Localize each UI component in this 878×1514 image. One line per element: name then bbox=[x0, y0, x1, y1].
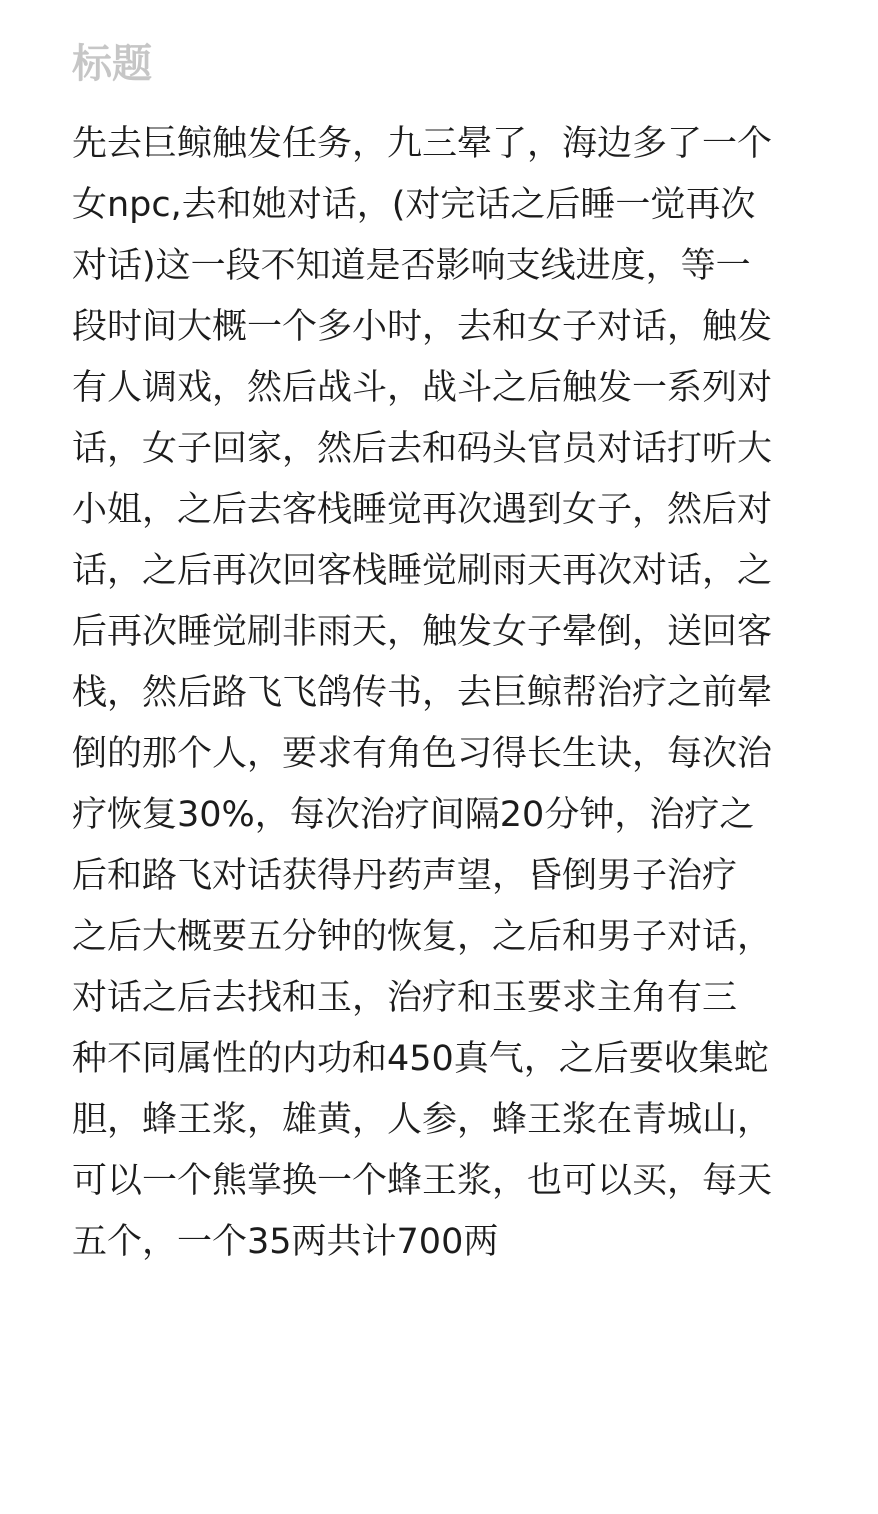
note-body-line: 段时间大概一个多小时，去和女子对话，触发 bbox=[72, 307, 773, 347]
note-body-line: 小姐，之后去客栈睡觉再次遇到女子，然后对 bbox=[72, 490, 773, 530]
note-body-line: 对话之后去找和玉，治疗和玉要求主角有三 bbox=[72, 978, 738, 1018]
note-body-line: 后和路飞对话获得丹药声望，昏倒男子治疗 bbox=[72, 856, 738, 896]
note-body-line: 栈，然后路飞飞鸽传书，去巨鲸帮治疗之前晕 bbox=[72, 673, 773, 713]
note-body-line: 种不同属性的内功和450真气，之后要收集蛇 bbox=[72, 1039, 769, 1079]
note-body-line: 疗恢复30%，每次治疗间隔20分钟，治疗之 bbox=[72, 795, 755, 835]
note-title[interactable]: 标题 bbox=[72, 41, 152, 87]
note-body-line: 话，女子回家，然后去和码头官员对话打听大 bbox=[72, 429, 773, 469]
note-body[interactable] bbox=[72, 114, 812, 1273]
note-body-line: 后再次睡觉刷非雨天，触发女子晕倒，送回客 bbox=[72, 612, 773, 652]
note-body-line: 女npc,去和她对话，(对完话之后睡一觉再次 bbox=[72, 185, 756, 225]
note-body-line: 话，之后再次回客栈睡觉刷雨天再次对话，之 bbox=[72, 551, 773, 591]
note-body-line: 有人调戏，然后战斗，战斗之后触发一系列对 bbox=[72, 368, 773, 408]
note-body-line: 对话)这一段不知道是否影响支线进度，等一 bbox=[72, 246, 751, 286]
note-body-line: 先去巨鲸触发任务，九三晕了，海边多了一个 bbox=[72, 124, 773, 164]
note-body-line: 可以一个熊掌换一个蜂王浆，也可以买，每天 bbox=[72, 1161, 773, 1201]
note-body-line: 倒的那个人，要求有角色习得长生诀，每次治 bbox=[72, 734, 773, 774]
note-body-line: 胆，蜂王浆，雄黄，人参，蜂王浆在青城山， bbox=[72, 1100, 773, 1140]
note-body-line: 之后大概要五分钟的恢复，之后和男子对话， bbox=[72, 917, 773, 957]
note-body-line: 五个，一个35两共计700两 bbox=[72, 1222, 499, 1262]
